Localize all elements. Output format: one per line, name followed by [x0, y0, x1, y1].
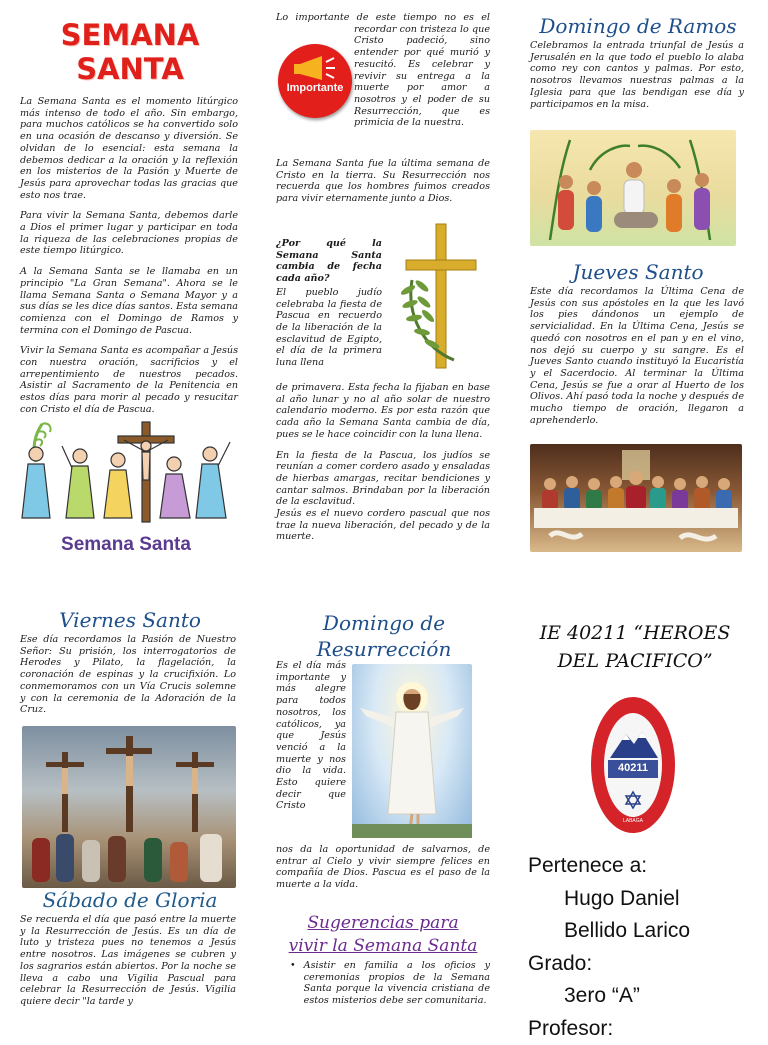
intro-paragraph: La Semana Santa es el momento litúrgico más intenso de todo el año. Sin embargo, para muchos católicos se ha convertido solo en una ocasión de descanso y diversión. Se olvidan de lo esencial: esta semana la debemos dedicar a la oración y la reflexión en los misterios de la Pasión y Muerte de Jesús para aprovechar todas las gracias que esto nos trae. [20, 96, 238, 201]
seal-city: LABAGA [622, 818, 643, 824]
main-title [40, 18, 220, 86]
last-supper-image [530, 444, 742, 552]
jueves-text: Este día recordamos la Última Cena de Jesús con sus apóstoles en la que les lavó los pies dándonos un ejemplo de servicialidad. En la Última Cena, Jesús se quedó con nosotros en el pan y en el vino, nos dejó su cuerpo y su sangre. Es el Jueves Santo cuando instituyó la Eucaristía y el Sacerdocio. Al terminar la Última Cena, Jesús se fue a orar al Huerto de los Olivos. Ahí pasó toda la noche y después de mucho tiempo de oración, llegaron a aprehenderlo. [530, 286, 744, 426]
resurreccion-title [282, 610, 486, 662]
sugerencias-title-line1: Sugerencias para [307, 913, 459, 933]
megaphone-icon [278, 44, 352, 118]
calvary-icon [22, 726, 236, 888]
viernes-title: Viernes Santo [59, 608, 201, 632]
semana-final-paragraph: La Semana Santa fue la última semana de Cristo en la tierra. Su Resurrección nos recuerda que los hombres fuimos creados para vivir eternamente junto a Dios. [276, 158, 490, 205]
sabado-title: Sábado de Gloria [42, 888, 218, 912]
crucifixion-figures-icon [14, 418, 238, 526]
importante-label: Importante [286, 82, 344, 94]
bullet-icon: • [290, 960, 296, 971]
grado-label: Grado: [528, 951, 593, 975]
ramos-title: Domingo de Ramos [539, 14, 737, 38]
palm-sunday-icon [530, 130, 736, 246]
risen-christ-image [352, 664, 472, 838]
resurreccion-text-a: Es el día más importante y más alegre para todos nosotros, los católicos, ya que Jesús venció a la muerte y nos dio la vida. Esto quiere decir que Cristo [276, 660, 346, 812]
sabado-text: Se recuerda el día que pasó entre la muerte y la Resurrección de Jesús. Es un día de luto y tristeza pues no tenemos a Jesús entre nosotros. Las imágenes se cubren y los sagrarios están abiertos. Por la noche se lleva a cabo una Vigilia Pascual para celebrar la Resurrección de Jesús. Vigilia quiere decir "la tarde y [20, 914, 236, 1007]
intro-paragraph: Vivir la Semana Santa es acompañar a Jesús con nuestra oración, sacrificios y el arrepentimiento de nuestros pecados. Asistir al Sacramento de la Penitencia en estos días para morir al pecado y resucitar con Cristo el día de Pascua. [20, 345, 238, 415]
sugerencias-title-line2: vivir la Semana Santa [288, 935, 478, 956]
risen-christ-icon [352, 664, 472, 838]
school-name [530, 620, 740, 675]
grado-value: 3ero “A” [564, 984, 640, 1008]
profesor-label: Profesor: [528, 1016, 614, 1040]
viernes-text: Ese día recordamos la Pasión de Nuestro Señor: Su prisión, los interrogatorios de Herodes y Pilato, la flagelación, la coronación de espinas y la crucifixión. Lo conmemoramos con un Vía Crucis solemne y con la ceremonia de la Adoración de la Cruz. [20, 634, 236, 716]
semana-final-text [276, 158, 490, 214]
sugerencia-text: Asistir en familia a los oficios y ceremonias propios de la Semana Santa porque la vivencia cristiana de estos misterios debe ser comunitaria. [303, 960, 490, 1007]
fecha-question: ¿Por qué la Semana Santa cambia de fecha cada año? [276, 238, 382, 285]
ramos-text: Celebramos la entrada triunfal de Jesús a Jerusalén en la que todo el pueblo lo alaba como rey con cantos y palmas. Por esto, nosotros llevamos nuestras palmas a la Iglesia para que las bendigan ese día y participamos en la misa. [530, 40, 744, 110]
fecha-text-a: El pueblo judío celebraba la fiesta de Pascua en recuerdo de la liberación de la esclavitud de Egipto, el día de la primera luna llena [276, 286, 382, 369]
seal-number: 40211 [618, 762, 648, 774]
pascua-paragraph: En la fiesta de la Pascua, los judíos se reunían a comer cordero asado y ensaladas de hierbas amargas, recitar bendiciones y cantar salmos. Brindaban por la liberación de la esclavitud. [276, 449, 490, 508]
intro-text [20, 96, 238, 425]
main-title-line2: SANTA [76, 52, 184, 87]
school-seal [590, 696, 676, 834]
resurreccion-title-line1: Domingo de [322, 611, 446, 635]
resurreccion-title-line2: Resurrección [316, 637, 452, 661]
cross-palm-icon [392, 220, 490, 372]
owner-info [528, 850, 758, 1045]
fecha-section [276, 238, 382, 369]
resurreccion-text-b: nos da la oportunidad de salvarnos, de entrar al Cielo y vivir siempre felices en compañía de Dios. Pascua es el paso de la muerte a la vida. [276, 844, 490, 891]
fecha-text-b: de primavera. Esta fecha la fijaban en base al año lunar y no al año solar de nuestro calendario moderno. Es por esta razón que cada año la Semana Santa cambia de día, pues se le hace coincidir con la luna llena. [276, 382, 490, 440]
illustration-caption: Semana Santa [61, 534, 191, 555]
importante-badge [278, 44, 352, 118]
intro-paragraph: Para vivir la Semana Santa, debemos darle a Dios el primer lugar y participar en toda la riqueza de las celebraciones propias de este tiempo litúrgico. [20, 210, 238, 257]
owner-name-line1: Hugo Daniel [564, 886, 680, 910]
cordero-paragraph: Jesús es el nuevo cordero pascual que nos trae la nueva liberación, del pecado y de la muerte. [276, 508, 490, 543]
school-name-line1: IE 40211 “HEROES [539, 622, 731, 644]
fecha-continued [276, 382, 490, 552]
school-name-line2: DEL PACIFICO” [557, 649, 713, 672]
crucifixion-image [22, 726, 236, 888]
jueves-title: Jueves Santo [572, 260, 704, 284]
last-supper-icon [530, 444, 742, 552]
main-title-line1: SEMANA [60, 18, 200, 52]
pertenece-label: Pertenece a: [528, 854, 648, 877]
importante-paragraph: Lo importante de este tiempo no es el recordar con tristeza lo que Cristo padeció, sino entender por qué murió y resucitó. Es celebrar y revivir su entrega a la muerte por amor a nosotros y el poder de su Resurrección, que es primicia de la nuestra. [276, 12, 490, 129]
sugerencias-title [272, 912, 494, 958]
ramos-image [530, 130, 736, 246]
intro-paragraph: A la Semana Santa se le llamaba en un principio "La Gran Semana". Ahora se le llama Semana Santa o Semana Mayor y a sus días se les dice días santos. Esta semana comienza con el Domingo de Ramos y termina con el Domingo de Pascua. [20, 266, 238, 336]
sugerencias-list [290, 960, 490, 1007]
list-item [290, 960, 490, 1007]
semana-santa-illustration [14, 418, 238, 560]
owner-name-line2: Bellido Larico [564, 919, 691, 943]
